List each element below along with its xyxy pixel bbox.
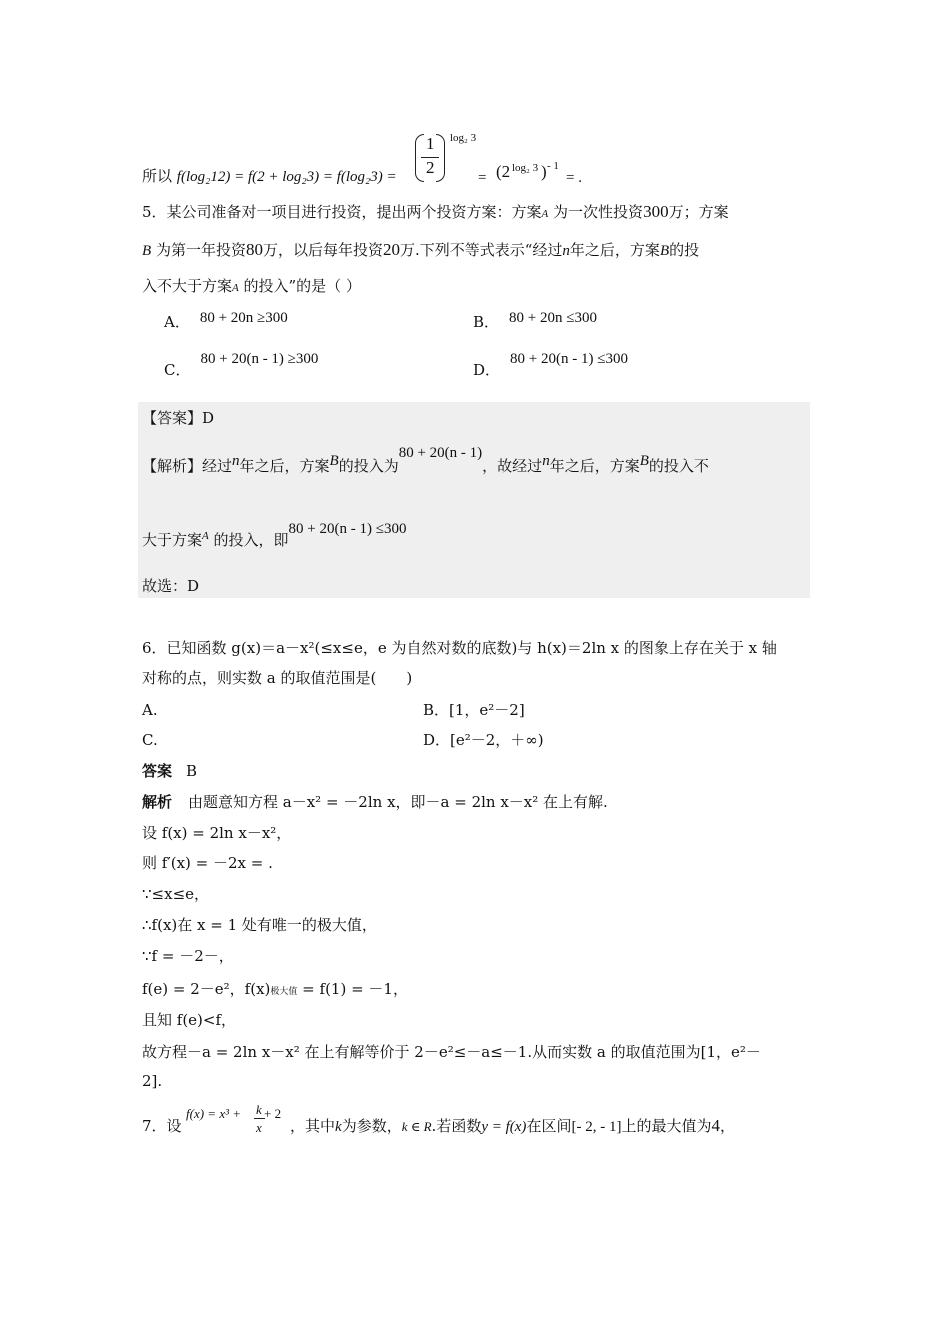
answer-box [138,402,810,598]
q6-analysis-8: 且知 f(e)<f， [142,1011,237,1029]
q5-line-1: 5．某公司准备对一项目进行投资，提出两个投资方案：方案A 为一次性投资300万；方案 [142,202,729,221]
q5-option-d: D．80 + 20(n - 1) ≤300 [473,351,628,379]
q5-line-2: B 为第一年投资80万，以后每年投资20万.下列不等式表示“经过n年之后，方案B的投 [142,240,700,259]
frac-denominator: 2 [426,158,435,177]
q6-answer: 答案 B [142,762,198,780]
q6-option-b: B．[1，e²－2] [423,701,525,719]
q6-analysis-10: 2]. [142,1072,163,1090]
q5-line-3: 入不大于方案A 的投入”的是（ ） [142,277,361,295]
q6-analysis-2: 设 f(x) = 2ln x－x²， [142,824,292,842]
q6-analysis-5: ∴f(x)在 x = 1 处有唯一的极大值， [142,916,377,934]
intro-prefix: 所以 f(log₂12) = f(2 + log₂3) = f(log₂3) = [142,167,397,185]
q5-option-b: B． 80 + 20n ≤300 [473,310,597,331]
q6-analysis-6: ∵f = －2－， [142,947,234,965]
q6-option-c: C. [142,731,158,749]
exponent-log: log₂ 3 [450,132,477,144]
q7-k-numerator: k [256,1102,262,1117]
base-two: (2 [496,162,511,181]
exponent-log-2: log₂ 3 [512,162,539,174]
q6-analysis-4: ∵≤x≤e， [142,885,210,903]
close-paren: ) [541,162,547,181]
analysis-line-1: 【解析】经过n年之后，方案B的投入为80 + 20(n - 1)，故经过n年之后，方案B的投入不 [142,445,709,475]
intro-tail: = . [566,170,582,186]
q6-option-d: D．[e²－2，＋∞) [423,731,544,749]
q7-rest: ，其中k为参数，k ∈ R.若函数y = f(x)在区间[- 2, - 1]上的最大值为4， [290,1116,735,1135]
equals-sign: = [478,170,487,186]
q6-analysis-9: 故方程－a = 2ln x－x² 在上有解等价于 2－e²≤－a≤－1.从而实数 a 的取值范围为[1，e²－ [142,1043,761,1061]
choice-line: 故选：D [142,577,200,595]
q6-analysis-3: 则 f′(x) = －2x = . [142,854,273,872]
analysis-line-2: 大于方案$^A$ 的投入，即80 + 20(n - 1) ≤300 [142,521,407,549]
frac-numerator: 1 [426,134,435,153]
q6-option-a: A. [142,701,158,719]
q6-line-1: 6．已知函数 g(x)＝a－x²(≤x≤e，e 为自然对数的底数)与 h(x)＝2ln x 的图象上存在关于 x 轴 [142,639,777,657]
q6-analysis-7: f(e) = 2－e²，f(x)极大值 = f(1) = －1， [142,980,408,998]
q5-option-a: A． 80 + 20n ≥300 [164,310,288,331]
right-paren [436,134,445,182]
exponent-minus-one: - 1 [547,160,559,172]
q6-analysis-1: 解析 由题意知方程 a－x² = －2ln x，即－a = 2ln x－x² 在上有解. [142,793,608,811]
q7-prefix: 7．设 [142,1117,182,1135]
q5-option-c: C．80 + 20(n - 1) ≥300 [164,351,319,379]
answer-line: 【答案】D [142,409,215,427]
q7-fx: f(x) = x³ + [186,1106,242,1121]
q6-line-2: 对称的点，则实数 a 的取值范围是( ) [142,669,413,687]
q7-x-denominator: x [256,1120,262,1135]
q7-plus-two: + 2 [264,1106,282,1121]
